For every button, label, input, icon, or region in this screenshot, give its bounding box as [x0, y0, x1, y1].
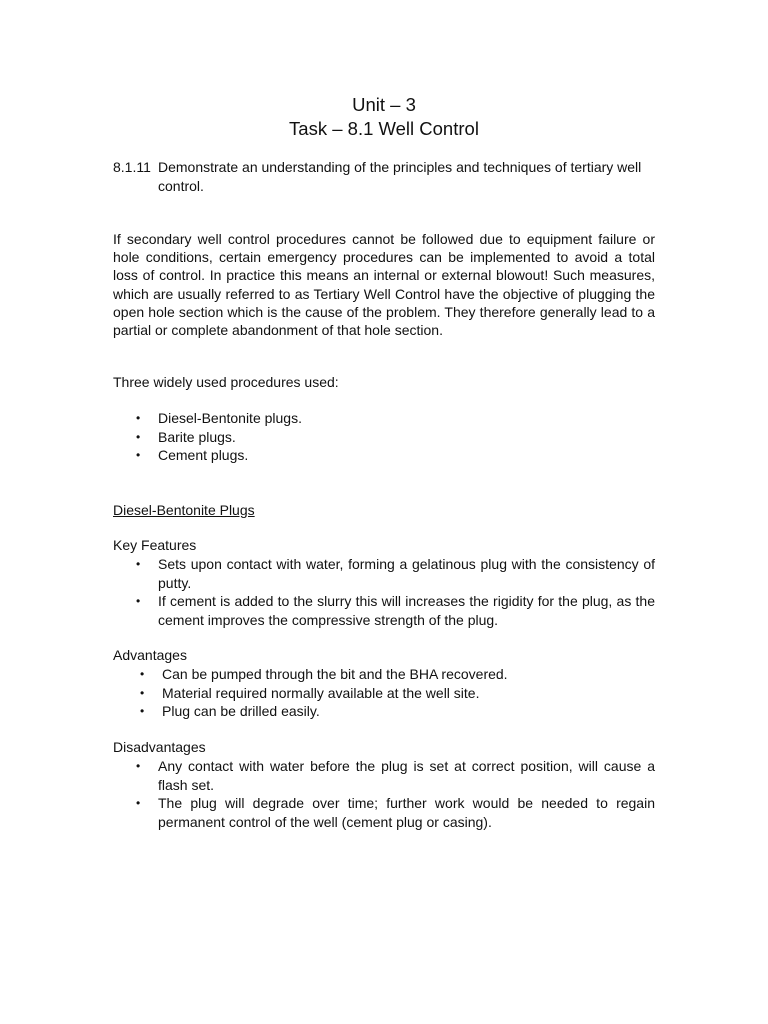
disadvantages-heading: Disadvantages — [113, 739, 206, 755]
section-title: Diesel-Bentonite Plugs — [113, 502, 255, 518]
list-item: • If cement is added to the slurry this will increases the rigidity for the plug, as the cement improves the compressive strength of the plug. — [136, 593, 655, 628]
list-item: • Cement plugs. — [136, 447, 249, 463]
advantages-heading: Advantages — [113, 647, 187, 663]
objective — [113, 158, 658, 195]
key-features-list — [113, 555, 655, 629]
bullet-icon: • — [140, 704, 145, 718]
bullet-icon: • — [136, 429, 141, 444]
key-features-heading: Key Features — [113, 537, 197, 553]
disadvantages-list — [113, 757, 655, 831]
bullet-icon: • — [136, 594, 141, 608]
procedures-heading: Three widely used procedures used: — [113, 374, 339, 390]
task-title: Task – 8.1 Well Control — [289, 118, 479, 139]
objective-number: 8.1.11 — [113, 159, 151, 175]
unit-title: Unit – 3 — [352, 94, 416, 115]
list-item: • Material required normally available at the well site. — [140, 684, 480, 701]
intro-paragraph: If secondary well control procedures cannot be followed due to equipment failure or hole conditions, certain emergency procedures can be implemented to avoid a total loss of control. In practice this means an internal or external blowout! Such measures, which are usually referred to as Tertiary Well Control have the objective of plugging the open hole section which is the cause of the problem. They therefore generally lead to a partial or complete abandonment of that hole section. — [113, 231, 655, 339]
bullet-icon: • — [136, 759, 141, 773]
list-item: • Can be pumped through the bit and the BHA recovered. — [140, 666, 508, 682]
advantages-list — [113, 665, 655, 721]
bullet-icon: • — [136, 557, 141, 571]
list-item: • The plug will degrade over time; further work would be needed to regain permanent control of the well (cement plug or casing). — [136, 795, 655, 830]
bullet-icon: • — [136, 448, 141, 462]
list-item: • Sets upon contact with water, forming a gelatinous plug with the consistency of putty. — [136, 556, 655, 591]
list-item: • Any contact with water before the plug is set at correct position, will cause a flash set. — [136, 758, 655, 793]
bullet-icon: • — [136, 411, 141, 425]
bullet-icon: • — [140, 667, 145, 681]
bullet-icon: • — [136, 796, 141, 810]
procedures-list — [113, 409, 655, 465]
bullet-icon: • — [140, 685, 145, 700]
objective-text: Demonstrate an understanding of the principles and techniques of tertiary well control. — [158, 159, 642, 194]
list-item: • Plug can be drilled easily. — [140, 703, 320, 719]
list-item: • Barite plugs. — [136, 428, 236, 445]
list-item: • Diesel-Bentonite plugs. — [136, 410, 302, 426]
